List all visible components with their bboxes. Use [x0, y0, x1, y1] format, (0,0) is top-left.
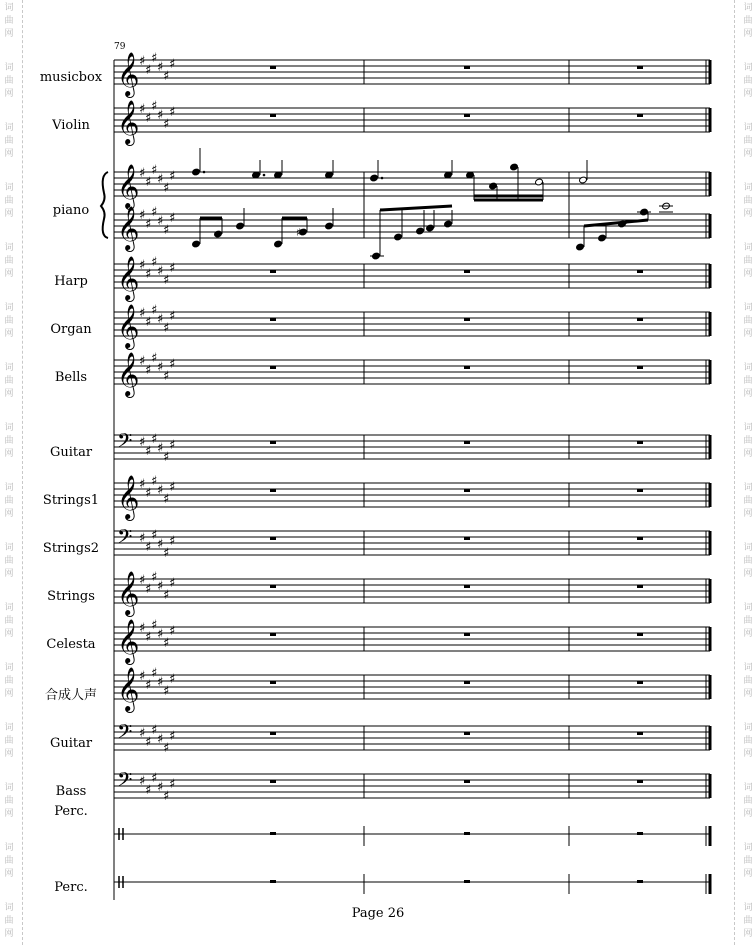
augmentation-dot: [381, 177, 384, 180]
note-head: [274, 240, 283, 248]
sharp-sign: ♯: [169, 309, 176, 324]
watermark-mark: 词 曲 网: [743, 423, 753, 459]
whole-rest: [637, 633, 643, 636]
whole-rest: [270, 633, 276, 636]
watermark-mark: 词 曲 网: [743, 783, 753, 819]
sharp-sign: ♯: [145, 678, 152, 693]
sharp-sign: ♯: [151, 303, 158, 318]
watermark-mark: 词 曲 网: [4, 483, 14, 519]
instrument-label-piano: piano: [52, 203, 90, 218]
whole-rest: [637, 66, 643, 69]
sharp-sign: ♯: [139, 354, 146, 369]
note-head: [535, 178, 544, 186]
sharp-sign: ♯: [151, 474, 158, 489]
whole-rest: [637, 318, 643, 321]
sharp-sign: ♯: [163, 273, 170, 288]
sharp-sign: ♯: [169, 777, 176, 792]
sharp-sign: ♯: [145, 363, 152, 378]
sharp-sign: ♯: [157, 214, 164, 229]
watermark-mark: 词 曲 网: [743, 903, 753, 939]
watermark-mark: 词 曲 网: [743, 843, 753, 879]
sharp-sign: ♯: [145, 444, 152, 459]
whole-rest: [270, 832, 276, 835]
sharp-sign: ♯: [139, 306, 146, 321]
sharp-sign: ♯: [139, 258, 146, 273]
sharp-sign: ♯: [139, 477, 146, 492]
sharp-sign: ♯: [145, 582, 152, 597]
piano-brace: [101, 172, 108, 238]
sharp-sign: ♯: [157, 312, 164, 327]
augmentation-dot: [263, 174, 266, 177]
sharp-sign: ♯: [163, 69, 170, 84]
sharp-sign: ♯: [163, 741, 170, 756]
sharp-sign: ♯: [157, 441, 164, 456]
watermark-mark: 词 曲 网: [743, 123, 753, 159]
sharp-sign: ♯: [151, 51, 158, 66]
instrument-label-synth-voice: 合成人声: [44, 688, 97, 703]
whole-rest: [464, 780, 470, 783]
treble-clef: 𝄞: [117, 164, 140, 208]
whole-rest: [464, 114, 470, 117]
watermark-mark: 词 曲 网: [4, 183, 14, 219]
watermark-mark: 词 曲 网: [743, 483, 753, 519]
watermark-mark: 词 曲 网: [4, 63, 14, 99]
whole-rest: [270, 489, 276, 492]
whole-rest: [270, 114, 276, 117]
watermark-mark: 词 曲 网: [4, 843, 14, 879]
sharp-sign: ♯: [139, 669, 146, 684]
treble-clef: 𝄞: [117, 206, 140, 250]
treble-clef: 𝄞: [117, 256, 140, 300]
whole-rest: [270, 681, 276, 684]
treble-clef: 𝄞: [117, 100, 140, 144]
watermark-mark: 词 曲 网: [743, 303, 753, 339]
instrument-label-strings1: Strings1: [42, 493, 100, 508]
whole-rest: [464, 270, 470, 273]
sharp-sign: ♯: [157, 172, 164, 187]
bass-clef: 𝄢: [117, 768, 133, 796]
note-head: [325, 222, 334, 230]
whole-rest: [270, 270, 276, 273]
watermark-mark: 词 曲 网: [743, 183, 753, 219]
sharp-sign: ♯: [157, 360, 164, 375]
watermark-mark: 词 曲 网: [4, 423, 14, 459]
sharp-sign: ♯: [139, 435, 146, 450]
watermark-mark: 词 曲 网: [4, 243, 14, 279]
measure-number: 79: [114, 42, 126, 52]
treble-clef: 𝄞: [117, 352, 140, 396]
watermark-mark: 词 曲 网: [743, 603, 753, 639]
sharp-sign: ♯: [139, 573, 146, 588]
instrument-label-strings: Strings: [47, 589, 95, 604]
treble-clef: 𝄞: [117, 475, 140, 519]
sharp-sign: ♯: [145, 540, 152, 555]
sharp-sign: ♯: [157, 675, 164, 690]
whole-rest: [637, 732, 643, 735]
sharp-sign: ♯: [169, 357, 176, 372]
whole-rest: [637, 780, 643, 783]
note-head: [370, 174, 379, 182]
accidental-sharp: ♯: [296, 226, 302, 239]
sharp-sign: ♯: [169, 480, 176, 495]
sharp-sign: ♯: [157, 579, 164, 594]
whole-rest: [464, 66, 470, 69]
whole-rest: [270, 585, 276, 588]
sharp-sign: ♯: [169, 729, 176, 744]
whole-rest: [637, 880, 643, 883]
whole-rest: [464, 366, 470, 369]
sharp-sign: ♯: [163, 546, 170, 561]
sharp-sign: ♯: [163, 588, 170, 603]
watermark-mark: 词 曲 网: [4, 3, 14, 39]
sharp-sign: ♯: [151, 570, 158, 585]
note-head: [579, 176, 588, 184]
sharp-sign: ♯: [145, 315, 152, 330]
watermark-mark: 词 曲 网: [743, 363, 753, 399]
sharp-sign: ♯: [169, 576, 176, 591]
sharp-sign: ♯: [145, 783, 152, 798]
sharp-sign: ♯: [169, 261, 176, 276]
sharp-sign: ♯: [139, 774, 146, 789]
sharp-sign: ♯: [145, 63, 152, 78]
treble-clef: 𝄞: [117, 52, 140, 96]
sharp-sign: ♯: [145, 630, 152, 645]
whole-rest: [637, 537, 643, 540]
watermark-mark: 词 曲 网: [4, 663, 14, 699]
watermark-mark: 词 曲 网: [743, 3, 753, 39]
sharp-sign: ♯: [151, 771, 158, 786]
whole-rest: [270, 537, 276, 540]
sharp-sign: ♯: [151, 351, 158, 366]
whole-rest: [464, 732, 470, 735]
bass-clef: 𝄢: [117, 720, 133, 748]
watermark-mark: 词 曲 网: [743, 723, 753, 759]
watermark-mark: 词 曲 网: [4, 303, 14, 339]
instrument-label-perc-2: Perc.: [54, 880, 88, 895]
sharp-sign: ♯: [157, 264, 164, 279]
watermark-mark: 词 曲 网: [4, 123, 14, 159]
whole-rest: [270, 66, 276, 69]
sharp-sign: ♯: [157, 627, 164, 642]
sharp-sign: ♯: [139, 531, 146, 546]
sharp-sign: ♯: [151, 666, 158, 681]
sharp-sign: ♯: [151, 528, 158, 543]
whole-rest: [637, 270, 643, 273]
note-beam: [380, 206, 452, 210]
note-head: [416, 227, 425, 235]
sharp-sign: ♯: [163, 684, 170, 699]
sharp-sign: ♯: [169, 169, 176, 184]
sharp-sign: ♯: [145, 267, 152, 282]
watermark-mark: 词 曲 网: [743, 543, 753, 579]
sharp-sign: ♯: [151, 618, 158, 633]
note-head: [444, 220, 453, 228]
watermark-mark: 词 曲 网: [4, 543, 14, 579]
whole-rest: [637, 489, 643, 492]
sharp-sign: ♯: [163, 181, 170, 196]
watermark-mark: 词 曲 网: [743, 63, 753, 99]
instrument-label-strings2: Strings2: [42, 541, 100, 556]
watermark-mark: 词 曲 网: [4, 783, 14, 819]
instrument-label-violin: Violin: [52, 118, 90, 133]
whole-rest: [637, 832, 643, 835]
sharp-sign: ♯: [163, 223, 170, 238]
whole-rest: [464, 633, 470, 636]
sharp-sign: ♯: [163, 369, 170, 384]
bass-clef: 𝄢: [117, 429, 133, 457]
note-head: [394, 233, 403, 241]
whole-rest: [637, 366, 643, 369]
sharp-sign: ♯: [163, 636, 170, 651]
whole-rest: [464, 832, 470, 835]
note-head: [236, 222, 245, 230]
sharp-sign: ♯: [169, 438, 176, 453]
sharp-sign: ♯: [163, 789, 170, 804]
watermark-mark: 词 曲 网: [743, 243, 753, 279]
instrument-label-harp: Harp: [54, 274, 88, 289]
sharp-sign: ♯: [139, 208, 146, 223]
sharp-sign: ♯: [163, 321, 170, 336]
whole-rest: [270, 318, 276, 321]
sharp-sign: ♯: [169, 672, 176, 687]
sharp-sign: ♯: [139, 102, 146, 117]
sharp-sign: ♯: [157, 780, 164, 795]
whole-rest: [464, 537, 470, 540]
treble-clef: 𝄞: [117, 571, 140, 615]
sharp-sign: ♯: [145, 735, 152, 750]
whole-rest: [464, 880, 470, 883]
sharp-sign: ♯: [157, 60, 164, 75]
instrument-label-guitar-2: Guitar: [49, 736, 93, 751]
sharp-sign: ♯: [157, 537, 164, 552]
instrument-label-bells: Bells: [54, 370, 88, 385]
sharp-sign: ♯: [139, 621, 146, 636]
whole-rest: [464, 318, 470, 321]
page-number: Page 26: [351, 906, 405, 921]
watermark-mark: 词 曲 网: [743, 663, 753, 699]
sharp-sign: ♯: [163, 117, 170, 132]
sharp-sign: ♯: [163, 450, 170, 465]
sharp-sign: ♯: [145, 111, 152, 126]
sharp-sign: ♯: [151, 432, 158, 447]
whole-rest: [637, 441, 643, 444]
whole-rest: [637, 114, 643, 117]
note-head: [426, 224, 435, 232]
instrument-label-bass: Bass: [55, 784, 87, 799]
note-head: [192, 240, 201, 248]
note-head: [576, 243, 585, 251]
instrument-label-celesta: Celesta: [46, 637, 96, 652]
note-beam: [584, 220, 648, 226]
sharp-sign: ♯: [169, 211, 176, 226]
watermark-mark: 词 曲 网: [4, 903, 14, 939]
instrument-label-musicbox: musicbox: [39, 70, 103, 85]
note-head: [192, 168, 201, 176]
sharp-sign: ♯: [169, 57, 176, 72]
sharp-sign: ♯: [151, 99, 158, 114]
whole-rest: [270, 732, 276, 735]
sharp-sign: ♯: [157, 732, 164, 747]
note-head: [214, 230, 223, 238]
instrument-label-organ: Organ: [50, 322, 92, 337]
sharp-sign: ♯: [139, 54, 146, 69]
whole-rest: [270, 441, 276, 444]
sharp-sign: ♯: [139, 726, 146, 741]
sharp-sign: ♯: [151, 163, 158, 178]
watermark-mark: 词 曲 网: [4, 723, 14, 759]
sharp-sign: ♯: [157, 483, 164, 498]
whole-rest: [270, 780, 276, 783]
whole-rest: [270, 366, 276, 369]
sharp-sign: ♯: [169, 624, 176, 639]
sharp-sign: ♯: [169, 534, 176, 549]
whole-rest: [464, 489, 470, 492]
watermark-mark: 词 曲 网: [4, 363, 14, 399]
instrument-label-perc: Perc.: [54, 804, 88, 819]
sharp-sign: ♯: [163, 492, 170, 507]
note-head: [598, 234, 607, 242]
sharp-sign: ♯: [157, 108, 164, 123]
augmentation-dot: [203, 171, 206, 174]
sharp-sign: ♯: [145, 175, 152, 190]
treble-clef: 𝄞: [117, 304, 140, 348]
bass-clef: 𝄢: [117, 525, 133, 553]
whole-rest: [464, 585, 470, 588]
whole-rest: [637, 681, 643, 684]
whole-rest: [464, 441, 470, 444]
treble-clef: 𝄞: [117, 667, 140, 711]
sharp-sign: ♯: [151, 205, 158, 220]
note-head: [510, 163, 519, 171]
sharp-sign: ♯: [145, 217, 152, 232]
whole-rest: [464, 681, 470, 684]
watermark-mark: 词 曲 网: [4, 603, 14, 639]
sharp-sign: ♯: [145, 486, 152, 501]
sharp-sign: ♯: [139, 166, 146, 181]
treble-clef: 𝄞: [117, 619, 140, 663]
instrument-label-guitar: Guitar: [49, 445, 93, 460]
sharp-sign: ♯: [151, 255, 158, 270]
whole-rest: [270, 880, 276, 883]
sharp-sign: ♯: [151, 723, 158, 738]
whole-rest: [637, 585, 643, 588]
note-head: [489, 182, 498, 190]
sharp-sign: ♯: [169, 105, 176, 120]
